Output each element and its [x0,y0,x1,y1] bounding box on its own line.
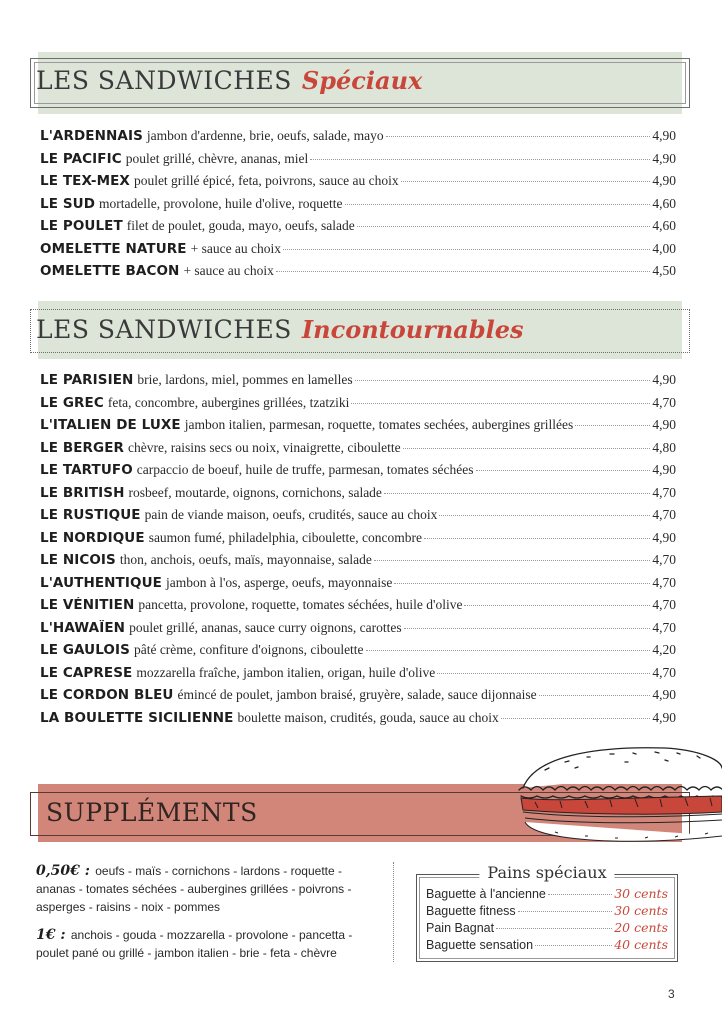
dot-leader [366,650,651,651]
item-description: chèvre, raisins secs ou noix, vinaigrette, ciboulette [128,439,401,455]
pain-item [426,937,668,954]
item-description: feta, concombre, aubergines grillées, tzatziki [107,394,350,410]
item-name: LE GAULOIS [40,642,130,658]
item-description: rosbeef, moutarde, oignons, cornichons, salade [128,484,382,500]
supplement-items: oeufs - maïs - cornichons - lardons - roquette - ananas - tomates séchées - aubergines grillées - poivrons - asperges - raisins - noix - pommes [36,864,352,914]
vertical-divider [393,862,394,962]
item-description: pâté crème, confiture d'oignons, ciboulette [133,642,364,657]
menu-item [40,128,676,151]
menu-item [40,575,676,598]
menu-item [40,196,676,219]
pains-title: Pains spéciaux [479,863,614,882]
item-description: jambon à l'os, asperge, oeufs, mayonnaise [165,574,393,590]
menu-item [40,665,676,688]
supplement-price: 1€ : [36,927,66,943]
pain-item [426,903,668,920]
pain-price: 20 cents [614,920,668,935]
item-price: 4,20 [652,642,676,657]
item-price: 4,70 [652,619,676,635]
menu-item [40,530,676,553]
item-name: LE BERGER [40,439,125,456]
item-description: saumon fumé, philadelphia, ciboulette, concombre [148,529,422,545]
dot-leader [401,181,651,182]
pains-list [426,886,668,954]
dot-leader [518,911,613,912]
item-price: 4,90 [652,462,676,477]
menu-item [40,151,676,174]
item-name: LE CORDON BLEU [40,687,174,703]
dot-leader [496,928,612,929]
dot-leader [539,695,651,696]
pain-name: Baguette à l'ancienne [426,887,546,901]
section-title [46,798,258,827]
item-name: LE RUSTIQUE [40,507,141,523]
item-name: L'ARDENNAIS [40,128,143,144]
pain-item [426,920,668,937]
section-header-incontournables [30,301,690,361]
item-name: LE NICOIS [40,552,116,568]
item-name: LE NORDIQUE [40,529,145,546]
menu-item [40,241,676,264]
supplement-group-1 [36,926,376,962]
section-title-script: Incontournables [301,315,524,344]
dot-leader [276,271,650,272]
section-header-speciaux [30,52,690,116]
page-number: 3 [668,987,675,1001]
item-name: LE SUD [40,195,96,212]
dot-leader [548,894,612,895]
dot-leader [501,718,651,719]
item-description: + sauce au choix [183,263,274,278]
item-price: 4,70 [652,394,676,410]
item-name: LE CAPRESE [40,664,133,681]
pains-speciaux-box [416,863,678,962]
pain-name: Baguette sensation [426,938,534,952]
dot-leader [357,226,651,227]
item-price: 4,00 [652,240,676,256]
item-description: boulette maison, crudités, gouda, sauce au choix [237,709,499,725]
item-price: 4,80 [652,439,676,455]
item-name: LA BOULETTE SICILIENNE [40,709,234,726]
item-price: 4,70 [652,507,676,522]
menu-item [40,372,676,395]
item-price: 4,90 [652,687,676,702]
menu-item [40,620,676,643]
supplement-items: anchois - gouda - mozzarella - provolone - pancetta - poulet pané ou grillé - jambon italien - brie - feta - chèvre [36,928,353,960]
dot-leader [404,628,651,629]
item-price: 4,90 [652,709,676,725]
dot-leader [310,159,650,160]
sandwich-icon [515,738,722,846]
dot-leader [437,673,650,674]
dot-leader [403,448,651,449]
pain-item [426,886,668,903]
item-name: LE VÉNITIEN [40,597,135,613]
menu-item [40,440,676,463]
item-name: L'HAWAÏEN [40,619,126,636]
dot-leader [535,945,612,946]
dot-leader [464,605,650,606]
dot-leader [424,538,650,539]
dot-leader [283,249,650,250]
dot-leader [345,204,651,205]
item-description: mozzarella fraîche, jambon italien, origan, huile d'olive [136,664,436,680]
section-title [36,66,422,95]
dot-leader [355,380,651,381]
pain-name: Pain Bagnat [426,921,495,935]
item-description: pain de viande maison, oeufs, crudités, sauce au choix [144,507,438,522]
item-price: 4,90 [652,173,676,188]
pain-name: Baguette fitness [426,904,516,918]
menu-item [40,507,676,530]
item-price: 4,90 [652,417,676,432]
section-title-text: LES SANDWICHES [36,315,292,344]
menu-list-speciaux [40,128,676,286]
dot-leader [439,515,650,516]
menu-item [40,417,676,440]
item-description: poulet grillé, ananas, sauce curry oignons, carottes [129,619,402,635]
item-price: 4,70 [652,574,676,590]
menu-item [40,173,676,196]
item-description: mortadelle, provolone, huile d'olive, roquette [99,195,343,211]
item-name: LE PACIFIC [40,150,122,167]
item-price: 4,60 [652,195,676,211]
supplement-group-050 [36,862,376,916]
item-name: LE TEX-MEX [40,173,130,189]
item-price: 4,90 [652,529,676,545]
supplement-price: 0,50€ : [36,863,90,879]
supplements-list [36,862,376,972]
item-price: 4,90 [652,150,676,166]
pain-price: 40 cents [614,937,668,952]
item-description: carpaccio de boeuf, huile de truffe, parmesan, tomates séchées [136,462,474,477]
item-description: poulet grillé épicé, feta, poivrons, sauce au choix [133,173,399,188]
item-price: 4,70 [652,664,676,680]
dot-leader [384,493,650,494]
section-title-script: Spéciaux [301,66,423,95]
item-price: 4,70 [652,597,676,612]
menu-item [40,485,676,508]
item-name: L'ITALIEN DE LUXE [40,417,181,433]
item-name: LE POULET [40,218,123,234]
dot-leader [476,470,651,471]
section-title-text: LES SANDWICHES [36,66,292,95]
item-name: L'AUTHENTIQUE [40,574,162,591]
menu-item [40,462,676,485]
item-description: jambon italien, parmesan, roquette, tomates sechées, aubergines grillées [184,417,574,432]
item-name: LE PARISIEN [40,372,134,388]
menu-item [40,710,676,733]
section-title [36,315,524,344]
item-name: LE TARTUFO [40,462,133,478]
item-price: 4,70 [652,552,676,567]
item-description: + sauce au choix [190,240,282,256]
item-description: filet de poulet, gouda, mayo, oeufs, salade [126,218,355,233]
dot-leader [351,403,650,404]
menu-item [40,263,676,286]
item-price: 4,90 [652,372,676,387]
menu-item [40,642,676,665]
item-name: LE BRITISH [40,484,125,501]
item-description: émincé de poulet, jambon braisé, gruyère, salade, sauce dijonnaise [177,687,537,702]
item-description: brie, lardons, miel, pommes en lamelles [137,372,353,387]
dot-leader [386,136,651,137]
item-name: LE GREC [40,394,104,411]
item-price: 4,50 [652,263,676,278]
dot-leader [575,425,650,426]
pain-price: 30 cents [614,886,668,901]
item-price: 4,90 [652,128,676,143]
menu-item [40,552,676,575]
item-description: pancetta, provolone, roquette, tomates séchées, huile d'olive [138,597,463,612]
section-title-text: SUPPLÉMENTS [46,798,258,827]
menu-item [40,597,676,620]
item-description: poulet grillé, chèvre, ananas, miel [125,150,309,166]
item-price: 4,70 [652,484,676,500]
item-description: jambon d'ardenne, brie, oeufs, salade, mayo [146,128,384,143]
menu-list-incontournables [40,372,676,732]
item-name: OMELETTE BACON [40,263,180,279]
dot-leader [394,583,650,584]
menu-item [40,395,676,418]
item-name: OMELETTE NATURE [40,240,187,257]
item-description: thon, anchois, oeufs, maïs, mayonnaise, salade [119,552,372,567]
menu-item [40,687,676,710]
item-price: 4,60 [652,218,676,233]
menu-item [40,218,676,241]
pain-price: 30 cents [614,903,668,918]
dot-leader [374,560,651,561]
